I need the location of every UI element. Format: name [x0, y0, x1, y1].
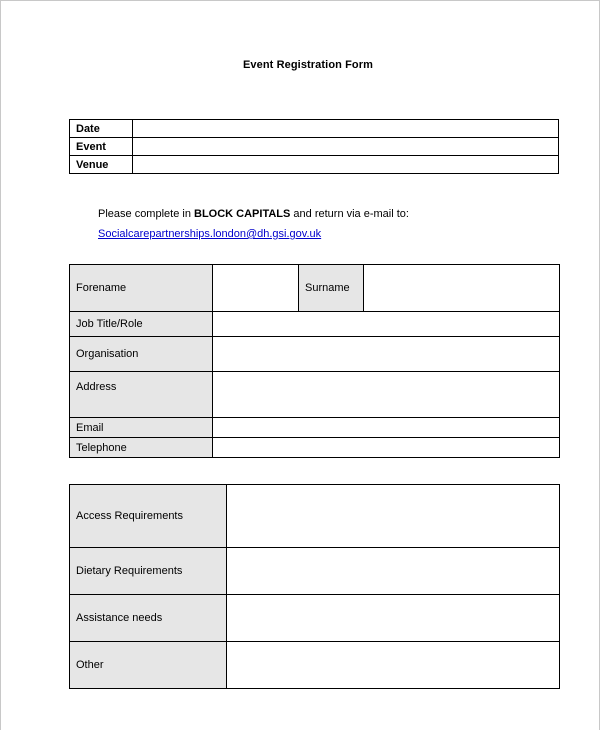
dietary-requirements-label: Dietary Requirements: [70, 548, 227, 595]
organisation-field[interactable]: [213, 337, 560, 372]
instructions-prefix: Please complete in: [98, 208, 194, 220]
table-row: [70, 642, 560, 689]
personal-details-table: [69, 264, 560, 458]
assistance-needs-label: Assistance needs: [70, 595, 227, 642]
other-field[interactable]: [227, 642, 560, 689]
organisation-label: Organisation: [70, 337, 213, 372]
instructions-suffix: and return via e-mail to:: [290, 208, 409, 220]
telephone-label: Telephone: [70, 438, 213, 458]
surname-field[interactable]: [364, 265, 560, 312]
job-title-field[interactable]: [213, 312, 560, 337]
table-row: [70, 372, 560, 418]
table-row: [70, 595, 560, 642]
page-title: Event Registration Form: [242, 59, 374, 71]
table-row: [70, 337, 560, 372]
instructions-text: [98, 208, 409, 220]
table-row: [70, 485, 560, 548]
other-label: Other: [70, 642, 227, 689]
forename-label: Forename: [70, 265, 213, 312]
forename-field[interactable]: [213, 265, 299, 312]
job-title-label: Job Title/Role: [70, 312, 213, 337]
surname-label: Surname: [299, 265, 364, 312]
event-field[interactable]: [133, 138, 559, 156]
requirements-table: [69, 484, 560, 689]
table-row: [70, 120, 559, 138]
table-row: [70, 138, 559, 156]
date-field[interactable]: [133, 120, 559, 138]
date-label: Date: [70, 120, 133, 138]
venue-label: Venue: [70, 156, 133, 174]
email-link[interactable]: Socialcarepartnerships.london@dh.gsi.gov.uk: [98, 228, 322, 240]
address-field[interactable]: [213, 372, 560, 418]
instructions-emphasis: BLOCK CAPITALS: [194, 208, 291, 220]
address-label: Address: [70, 372, 213, 418]
venue-field[interactable]: [133, 156, 559, 174]
table-row: [70, 418, 560, 438]
table-row: [70, 312, 560, 337]
email-field[interactable]: [213, 418, 560, 438]
table-row: [70, 438, 560, 458]
access-requirements-field[interactable]: [227, 485, 560, 548]
table-row: [70, 156, 559, 174]
assistance-needs-field[interactable]: [227, 595, 560, 642]
table-row: [70, 548, 560, 595]
dietary-requirements-field[interactable]: [227, 548, 560, 595]
table-row: [70, 265, 560, 312]
email-label: Email: [70, 418, 213, 438]
telephone-field[interactable]: [213, 438, 560, 458]
access-requirements-label: Access Requirements: [70, 485, 227, 548]
event-details-table: [69, 119, 559, 174]
event-label: Event: [70, 138, 133, 156]
